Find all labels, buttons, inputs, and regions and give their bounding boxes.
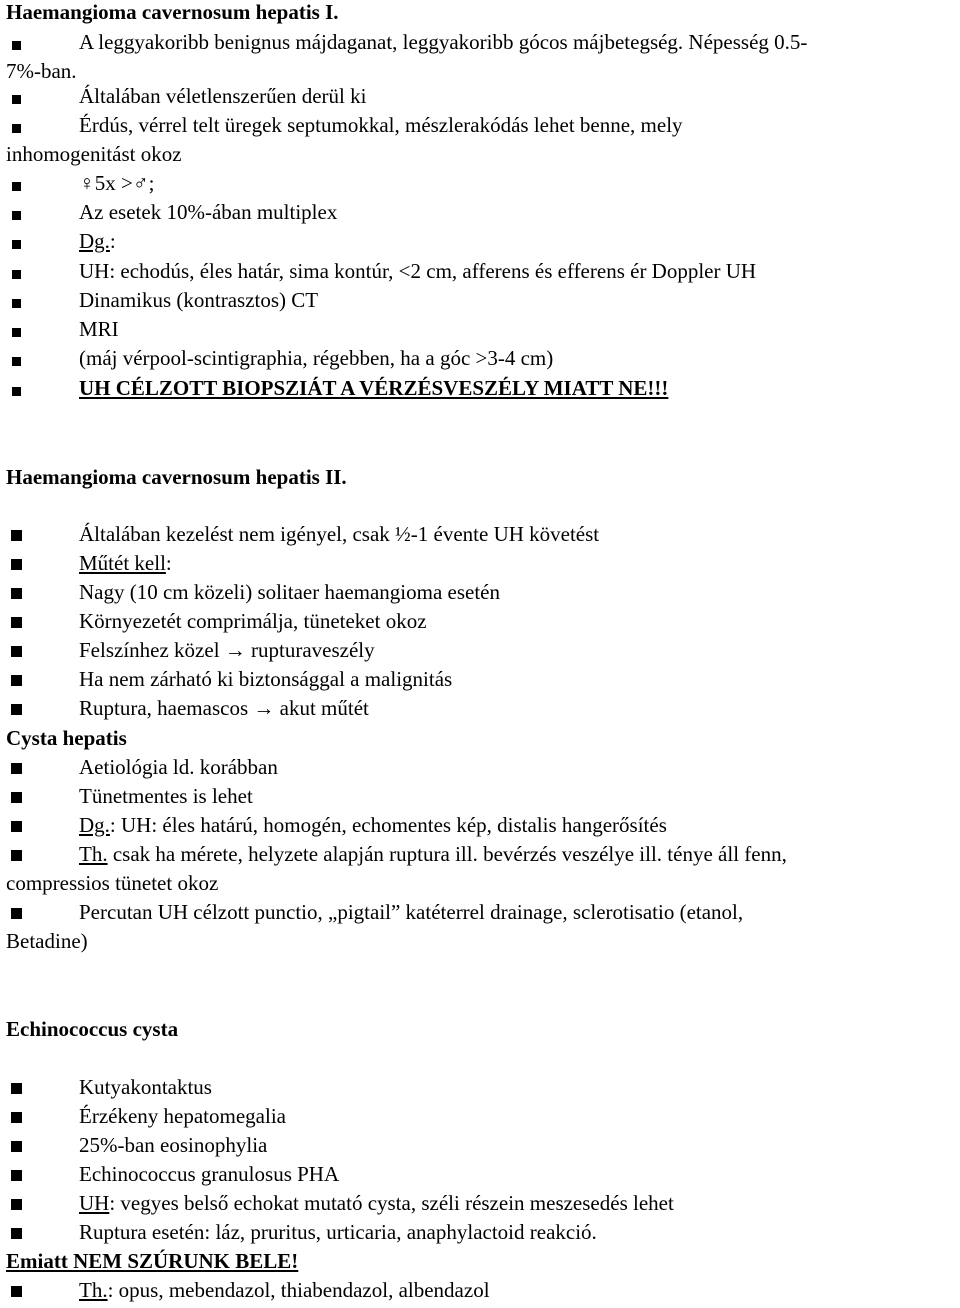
bullet-icon [11, 1083, 22, 1094]
bullet-icon [12, 211, 21, 220]
section-title-haemangioma-2: Haemangioma cavernosum hepatis II. [6, 465, 347, 489]
bullet-icon [12, 240, 21, 249]
section-title-haemangioma-1: Haemangioma cavernosum hepatis I. [6, 0, 339, 24]
bullet-icon [11, 559, 22, 570]
list-item: Általában kezelést nem igényel, csak ½-1 évente UH követést [79, 522, 600, 546]
surgery-label: Műtét kell [79, 551, 166, 575]
list-item: Echinococcus granulosus PHA [79, 1162, 340, 1186]
bullet-icon [11, 1141, 22, 1152]
bullet-icon [11, 675, 22, 686]
bullet-icon [11, 530, 22, 541]
bullet-icon [11, 704, 22, 715]
bullet-icon [12, 182, 21, 191]
dg-suffix: : [109, 229, 116, 253]
list-item: Környezetét comprimálja, tüneteket okoz [79, 609, 427, 633]
list-item-continuation: compressios tünetet okoz [6, 871, 219, 895]
bullet-icon [11, 617, 22, 628]
list-item: Nagy (10 cm közeli) solitaer haemangioma esetén [79, 580, 501, 604]
list-item-continuation: Betadine) [6, 929, 88, 953]
bullet-icon [11, 850, 22, 861]
list-item: Érzékeny hepatomegalia [79, 1104, 286, 1128]
list-item: Általában véletlenszerűen derül ki [79, 84, 367, 108]
bullet-icon [12, 95, 21, 104]
th-label: Th. [79, 842, 108, 866]
list-item-continuation: 7%-ban. [6, 59, 77, 83]
dg-label: Dg. [79, 229, 110, 253]
section-title-echinococcus: Echinococcus cysta [6, 1017, 179, 1041]
list-item: A leggyakoribb benignus májdaganat, leggyakoribb gócos májbetegség. Népesség 0.5- [79, 30, 808, 54]
list-item: Percutan UH célzott punctio, „pigtail” katéterrel drainage, sclerotisatio (etanol, [79, 900, 744, 924]
list-item: MRI [79, 317, 119, 341]
list-item [79, 1276, 490, 1305]
th-text: csak ha mérete, helyzete alapján ruptura ill. bevérzés veszélye ill. ténye áll fenn, [107, 842, 787, 866]
uh-label: UH [79, 1191, 110, 1215]
list-item: Az esetek 10%-ában multiplex [79, 200, 338, 224]
bullet-icon [12, 124, 21, 133]
bullet-icon [11, 1286, 22, 1297]
dg-text: : UH: éles határú, homogén, echomentes kép, distalis hangerősítés [109, 813, 667, 837]
list-item: 25%-ban eosinophylia [79, 1133, 268, 1157]
list-item: Aetiológia ld. korábban [79, 755, 278, 779]
list-item [79, 227, 116, 256]
list-item-continuation: inhomogenitást okoz [6, 142, 182, 166]
list-item [79, 840, 787, 869]
list-item: (máj vérpool-scintigraphia, régebben, ha a góc >3-4 cm) [79, 346, 554, 370]
bullet-icon [11, 1199, 22, 1210]
list-item: Dinamikus (kontrasztos) CT [79, 288, 319, 312]
list-item: Felszínhez közel → rupturaveszély [79, 638, 375, 662]
bullet-icon [12, 270, 21, 279]
list-item: Ha nem zárható ki biztonsággal a malignitás [79, 667, 453, 691]
bullet-icon [11, 763, 22, 774]
bullet-icon [12, 357, 21, 366]
list-item: UH: echodús, éles határ, sima kontúr, <2 cm, afferens és efferens ér Doppler UH [79, 259, 757, 283]
bullet-icon [11, 646, 22, 657]
bullet-icon [11, 792, 22, 803]
list-item: Ruptura, haemascos → akut műtét [79, 696, 369, 720]
list-item: ♀5x >♂; [79, 171, 155, 195]
bullet-icon [11, 908, 22, 919]
list-item: Tünetmentes is lehet [79, 784, 253, 808]
bullet-icon [12, 41, 21, 50]
bullet-icon [12, 328, 21, 337]
th-label: Th. [79, 1278, 108, 1302]
list-item [79, 1189, 674, 1218]
warning-text: Emiatt NEM SZÚRUNK BELE! [6, 1249, 299, 1273]
bullet-icon [11, 1228, 22, 1239]
section-title-cysta-hepatis: Cysta hepatis [6, 726, 127, 750]
bullet-icon [11, 1112, 22, 1123]
list-item: Ruptura esetén: láz, pruritus, urticaria, anaphylactoid reakció. [79, 1220, 597, 1244]
uh-text: : vegyes belső echokat mutató cysta, széli részein meszesedés lehet [109, 1191, 674, 1215]
bullet-icon [11, 821, 22, 832]
list-item [79, 549, 172, 578]
th-text: : opus, mebendazol, thiabendazol, albendazol [107, 1278, 490, 1302]
list-item: Kutyakontaktus [79, 1075, 212, 1099]
dg-label: Dg. [79, 813, 110, 837]
list-item: Érdús, vérrel telt üregek septumokkal, mészlerakódás lehet benne, mely [79, 113, 683, 137]
bullet-icon [12, 387, 21, 396]
surgery-suffix: : [165, 551, 172, 575]
bullet-icon [12, 299, 21, 308]
list-item [79, 811, 667, 840]
bullet-icon [11, 588, 22, 599]
bullet-icon [11, 1170, 22, 1181]
warning-item: UH CÉLZOTT BIOPSZIÁT A VÉRZÉSVESZÉLY MIATT NE!!! [79, 376, 669, 400]
